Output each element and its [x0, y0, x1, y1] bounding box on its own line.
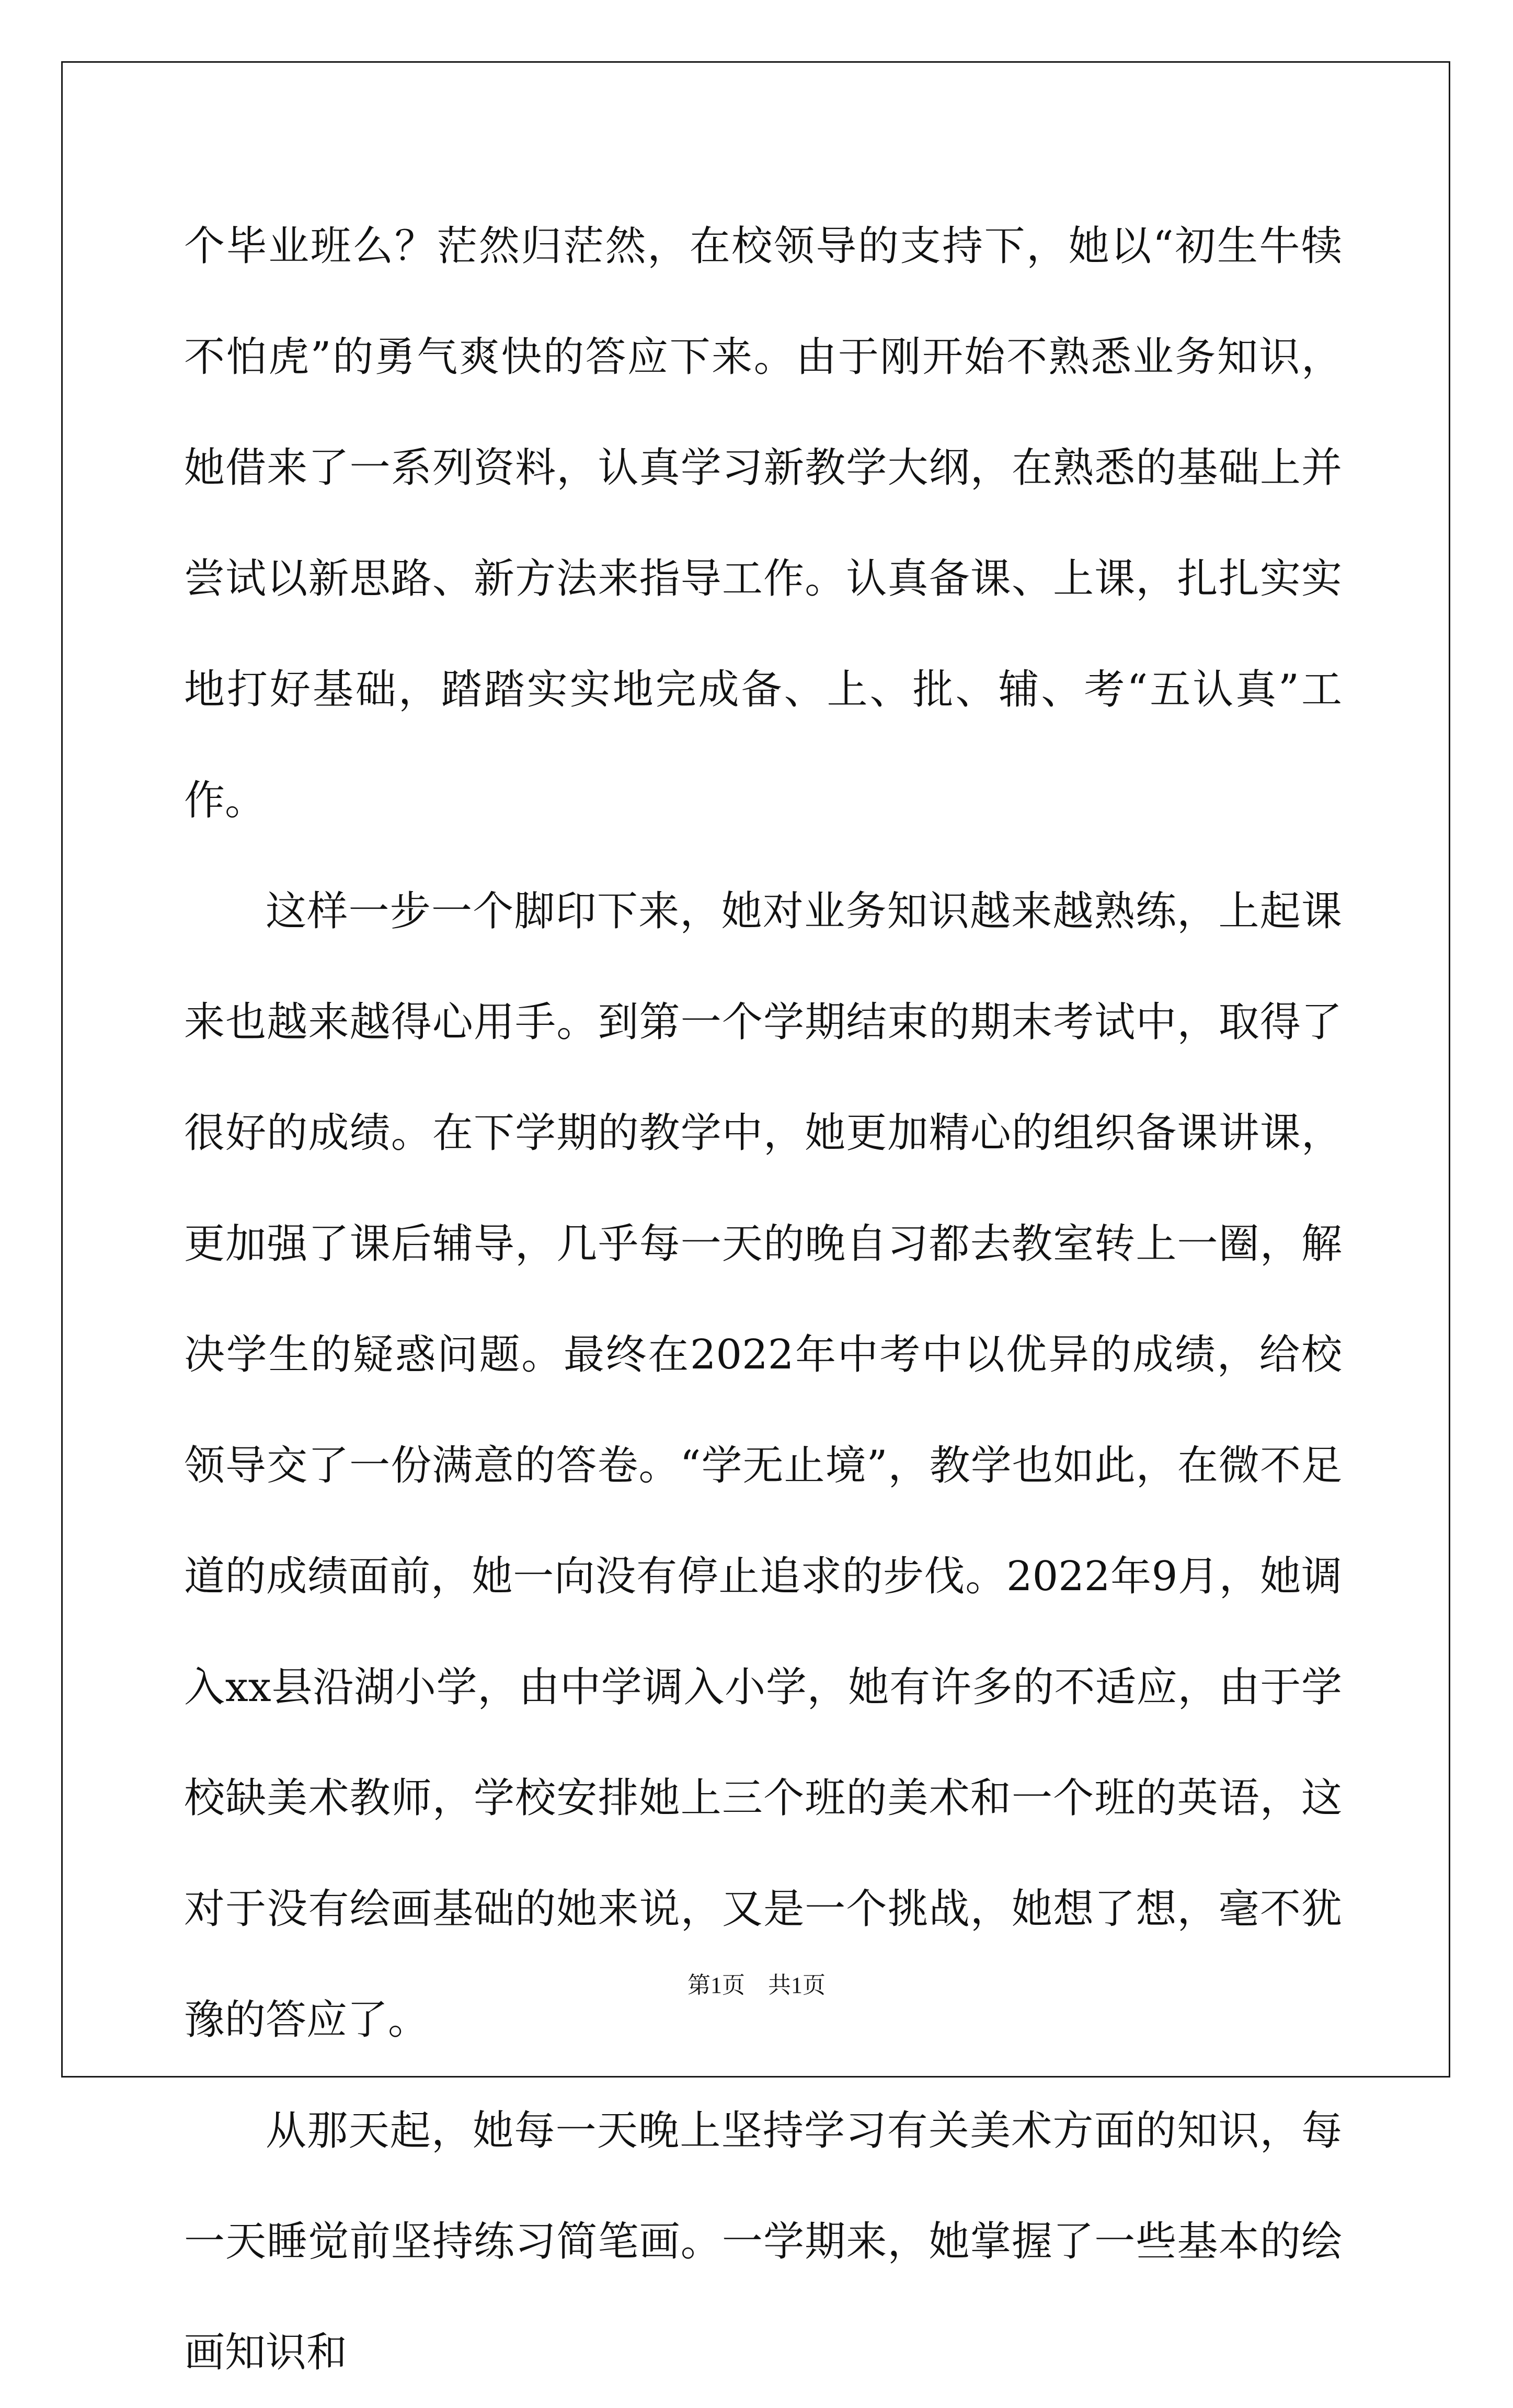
- document-body: [184, 191, 1342, 2408]
- paragraph-2: 这样一步一个脚印下来，她对业务知识越来越熟练，上起课来也越来越得心用手。到第一个学期结束的期末考试中，取得了很好的成绩。在下学期的教学中，她更加精心的组织备课讲课，更加强了课后辅导，几乎每一天的晚自习都去教室转上一圈，解决学生的疑惑问题。最终在2022年中考中以优异的成绩，给校领导交了一份满意的答卷。“学无止境”，教学也如此，在微不足道的成绩面前，她一向没有停止追求的步伐。2022年9月，她调入xx县沿湖小学，由中学调入小学，她有许多的不适应，由于学校缺美术教师，学校安排她上三个班的美术和一个班的英语，这对于没有绘画基础的她来说，又是一个挑战，她想了想，毫不犹豫的答应了。: [184, 888, 1342, 2044]
- paragraph-1: 个毕业班么？茫然归茫然，在校领导的支持下，她以“初生牛犊不怕虎”的勇气爽快的答应下来。由于刚开始不熟悉业务知识，她借来了一系列资料，认真学习新教学大纲，在熟悉的基础上并尝试以新思路、新方法来指导工作。认真备课、上课，扎扎实实地打好基础，踏踏实实地完成备、上、批、辅、考“五认真”工作。: [184, 223, 1342, 824]
- paragraph-3: 从那天起，她每一天晚上坚持学习有关美术方面的知识，每一天睡觉前坚持练习简笔画。一学期来，她掌握了一些基本的绘画知识和: [184, 2107, 1342, 2376]
- page-footer: 第1页 共1页: [687, 1972, 826, 1998]
